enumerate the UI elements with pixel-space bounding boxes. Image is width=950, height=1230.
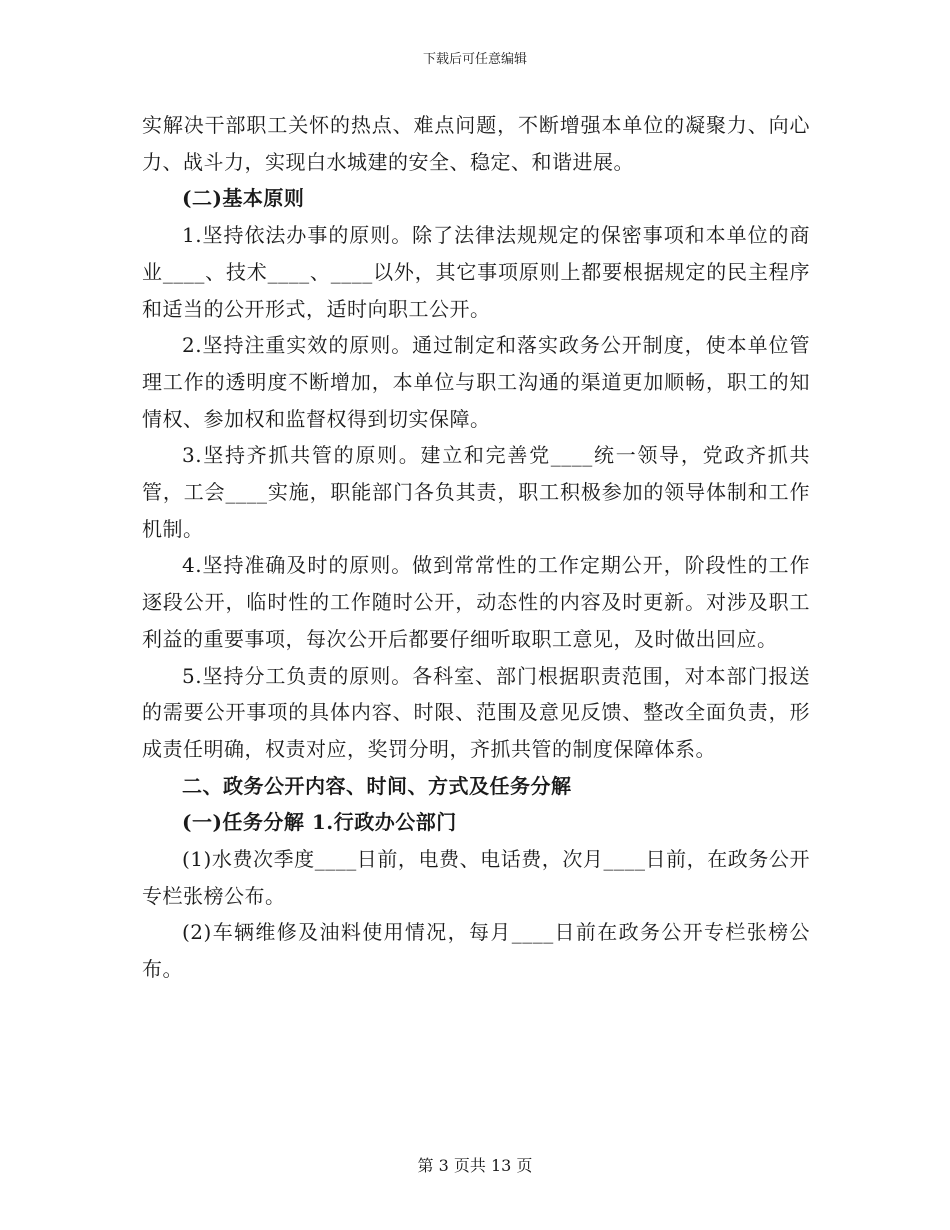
paragraph-continuation: 实解决干部职工关怀的热点、难点问题，不断增强本单位的凝聚力、向心力、战斗力，实现白水城建的安全、稳定、和谐进展。 (142, 113, 810, 174)
page-number: 第 3 页共 13 页 (417, 1156, 533, 1175)
principle-1: 1.坚持依法办事的原则。除了法律法规规定的保密事项和本单位的商业____、技术____、____以外，其它事项原则上都要根据规定的民主程序和适当的公开形式，适时向职工公开。 (142, 223, 810, 321)
task-item-2: (2)车辆维修及油料使用情况，每月____日前在政务公开专栏张榜公布。 (142, 920, 810, 982)
section-heading-content: 二、政务公开内容、时间、方式及任务分解 (182, 773, 572, 798)
principle-5: 5.坚持分工负责的原则。各科室、部门根据职责范围，对本部门报送的需要公开事项的具体内容、时限、范围及意见反馈、整改全面负责，形成责任明确，权责对应，奖罚分明，齐抓共管的制度保障体系。 (142, 663, 810, 761)
subsection-heading-task: (一)任务分解 1.行政办公部门 (182, 810, 457, 835)
section-heading-basic-principles: (二)基本原则 (182, 186, 305, 211)
task-item-1: (1)水费次季度____日前，电费、电话费，次月____日前，在政务公开专栏张榜公布。 (142, 847, 810, 908)
document-body (142, 107, 810, 988)
principle-4: 4.坚持准确及时的原则。做到常常性的工作定期公开，阶段性的工作逐段公开，临时性的工作随时公开，动态性的内容及时更新。对涉及职工利益的重要事项，每次公开后都要仔细听取职工意见，及时做出回应。 (142, 553, 810, 651)
page-header: 下载后可任意编辑 (422, 52, 527, 67)
principle-3: 3.坚持齐抓共管的原则。建立和完善党____统一领导，党政齐抓共管，工会____实施，职能部门各负其责，职工积极参加的领导体制和工作机制。 (142, 443, 810, 541)
principle-2: 2.坚持注重实效的原则。通过制定和落实政务公开制度，使本单位管理工作的透明度不断增加，本单位与职工沟通的渠道更加顺畅，职工的知情权、参加权和监督权得到切实保障。 (142, 333, 810, 431)
